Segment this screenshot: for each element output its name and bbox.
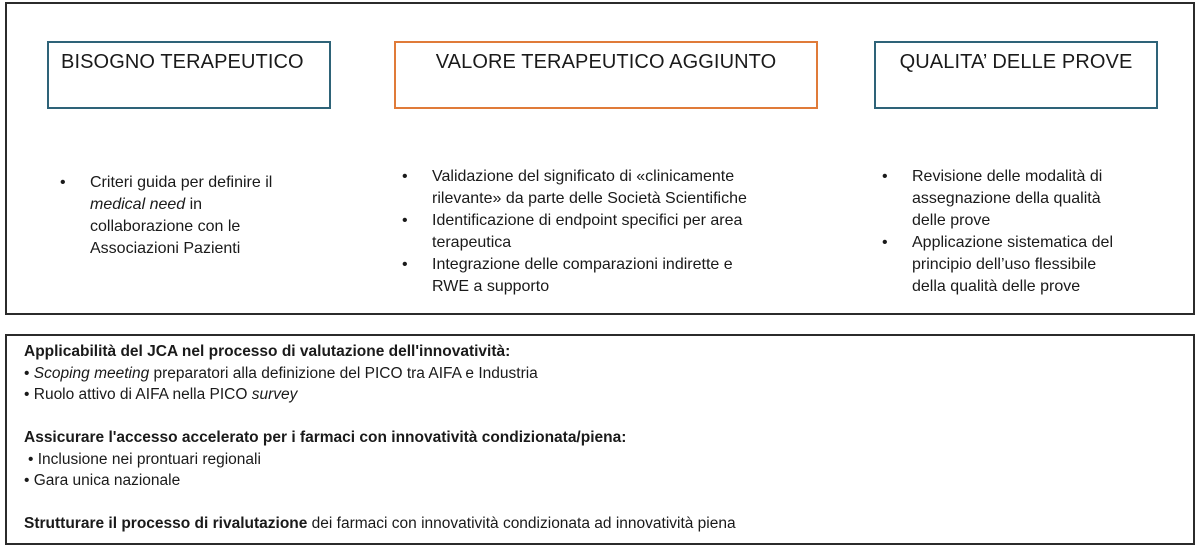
bullet: • xyxy=(28,450,34,468)
header-valore-terapeutico xyxy=(394,41,818,109)
qualita-b1-l3: delle prove xyxy=(912,212,991,229)
section1-item1-rest: preparatori alla definizione del PICO tra AIFA e Industria xyxy=(149,364,538,382)
valore-b2-l1: Identificazione di endpoint specifici per area xyxy=(432,212,743,229)
bisogno-line2-rest: in xyxy=(185,196,203,213)
bisogno-line4: Associazioni Pazienti xyxy=(90,240,241,257)
section1-item1 xyxy=(24,363,1174,385)
bisogno-bullet-list xyxy=(60,172,320,260)
bisogno-line3: collaborazione con le xyxy=(90,218,241,235)
valore-bullet-list xyxy=(402,166,802,298)
section3 xyxy=(24,513,1174,535)
qualita-b2-l2: principio dell’uso flessibile xyxy=(912,256,1097,273)
qualita-b1-l2: assegnazione della qualità xyxy=(912,190,1101,207)
qualita-bullet-list xyxy=(882,166,1172,298)
qualita-b2-l3: della qualità delle prove xyxy=(912,278,1081,295)
valore-b3-l1: Integrazione delle comparazioni indirette e xyxy=(432,256,733,273)
bottom-text xyxy=(24,341,1174,535)
valore-b3-l2: RWE a supporto xyxy=(432,278,550,295)
qualita-b1-l1: Revisione delle modalità di xyxy=(912,168,1103,185)
valore-b1-l2: rilevante» da parte delle Società Scientifiche xyxy=(432,190,747,207)
valore-bullet xyxy=(402,210,802,254)
header-valore-title: VALORE TERAPEUTICO AGGIUNTO xyxy=(435,51,777,73)
valore-bullet xyxy=(402,254,802,298)
bullet: • xyxy=(24,386,30,403)
header-bisogno-title: BISOGNO TERAPEUTICO xyxy=(61,51,304,73)
qualita-b2-l1: Applicazione sistematica del xyxy=(912,234,1113,251)
bisogno-line1: Criteri guida per definire il xyxy=(90,174,273,191)
qualita-bullet xyxy=(882,232,1172,298)
header-qualita-prove xyxy=(874,41,1158,109)
section1-item2-italic: survey xyxy=(251,386,298,403)
bisogno-line2-italic: medical need xyxy=(90,196,186,213)
section2-item1 xyxy=(24,449,1174,471)
section1-item2 xyxy=(24,384,1174,406)
section3-bold: Strutturare il processo di rivalutazione xyxy=(24,515,308,532)
bisogno-bullet xyxy=(60,172,320,260)
header-bisogno-terapeutico xyxy=(47,41,331,109)
section1-item2-start: Ruolo attivo di AIFA nella PICO xyxy=(33,386,252,403)
valore-b2-l2: terapeutica xyxy=(432,234,512,251)
valore-b1-l1: Validazione del significato di «clinicamente xyxy=(432,168,735,185)
qualita-bullet xyxy=(882,166,1172,232)
section2-item2 xyxy=(24,470,1174,492)
section2-item1-text: Inclusione nei prontuari regionali xyxy=(37,450,261,468)
bullet: • xyxy=(24,472,30,489)
section1-item1-italic: Scoping meeting xyxy=(33,364,150,382)
section2-title: Assicurare l'accesso accelerato per i farmaci con innovatività condizionata/piena: xyxy=(24,429,627,446)
bullet: • xyxy=(24,364,30,382)
section3-rest: dei farmaci con innovatività condizionata ad innovatività piena xyxy=(307,515,736,532)
section1-title: Applicabilità del JCA nel processo di valutazione dell'innovatività: xyxy=(24,343,511,360)
header-qualita-title: QUALITA’ DELLE PROVE xyxy=(899,51,1133,73)
valore-bullet xyxy=(402,166,802,210)
section2-item2-text: Gara unica nazionale xyxy=(33,472,181,489)
